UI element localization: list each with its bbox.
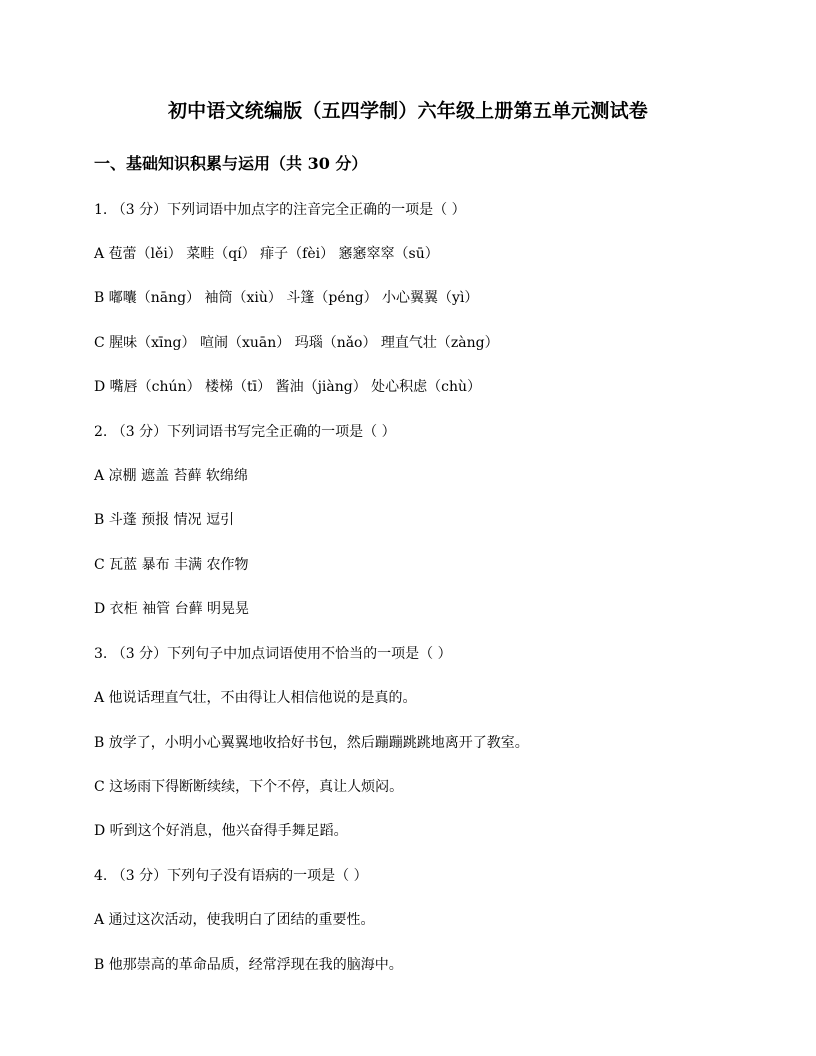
- question-2-option-c: C 瓦蓝 暴布 丰满 农作物: [94, 557, 249, 573]
- page-title: 初中语文统编版（五四学制）六年级上册第五单元测试卷: [167, 100, 648, 122]
- question-2-option-b: B 斗蓬 预报 情况 逗引: [94, 512, 235, 528]
- section-heading: 一、基础知识积累与运用（共 30 分）: [94, 154, 368, 173]
- question-3-option-c: C 这场雨下得断断续续，下个不停，真让人烦闷。: [94, 779, 404, 795]
- question-4-option-b: B 他那崇高的革命品质，经常浮现在我的脑海中。: [94, 957, 403, 973]
- question-2-stem: 2. （3 分）下列词语书写完全正确的一项是（ ）: [94, 424, 396, 440]
- question-3-option-d: D 听到这个好消息，他兴奋得手舞足蹈。: [94, 823, 348, 839]
- question-1-option-d: D 嘴唇（chún） 楼梯（tī） 酱油（jiàng） 处心积虑（chù）: [94, 379, 482, 395]
- question-2-option-d: D 衣柜 袖管 台藓 明晃晃: [94, 601, 250, 617]
- question-1-option-c: C 腥味（xīng） 喧闹（xuān） 玛瑙（nǎo） 理直气壮（zàng）: [94, 335, 499, 351]
- question-1-option-a: A 苞蕾（lěi） 菜畦（qí） 痱子（fèi） 窸窸窣窣（sū）: [94, 246, 439, 262]
- question-2-option-a: A 凉棚 遮盖 苔藓 软绵绵: [94, 468, 248, 484]
- question-4-stem: 4. （3 分）下列句子没有语病的一项是（ ）: [94, 868, 368, 884]
- question-3-stem: 3. （3 分）下列句子中加点词语使用不恰当的一项是（ ）: [94, 646, 452, 662]
- question-1-option-b: B 嘟囔（nāng） 袖筒（xiù） 斗篷（péng） 小心翼翼（yì）: [94, 290, 479, 306]
- question-3-option-b: B 放学了，小明小心翼翼地收拾好书包，然后蹦蹦跳跳地离开了教室。: [94, 735, 529, 751]
- question-4-option-a: A 通过这次活动，使我明白了团结的重要性。: [94, 912, 375, 928]
- question-1-stem: 1. （3 分）下列词语中加点字的注音完全正确的一项是（ ）: [94, 202, 466, 218]
- question-3-option-a: A 他说话理直气壮，不由得让人相信他说的是真的。: [94, 690, 417, 706]
